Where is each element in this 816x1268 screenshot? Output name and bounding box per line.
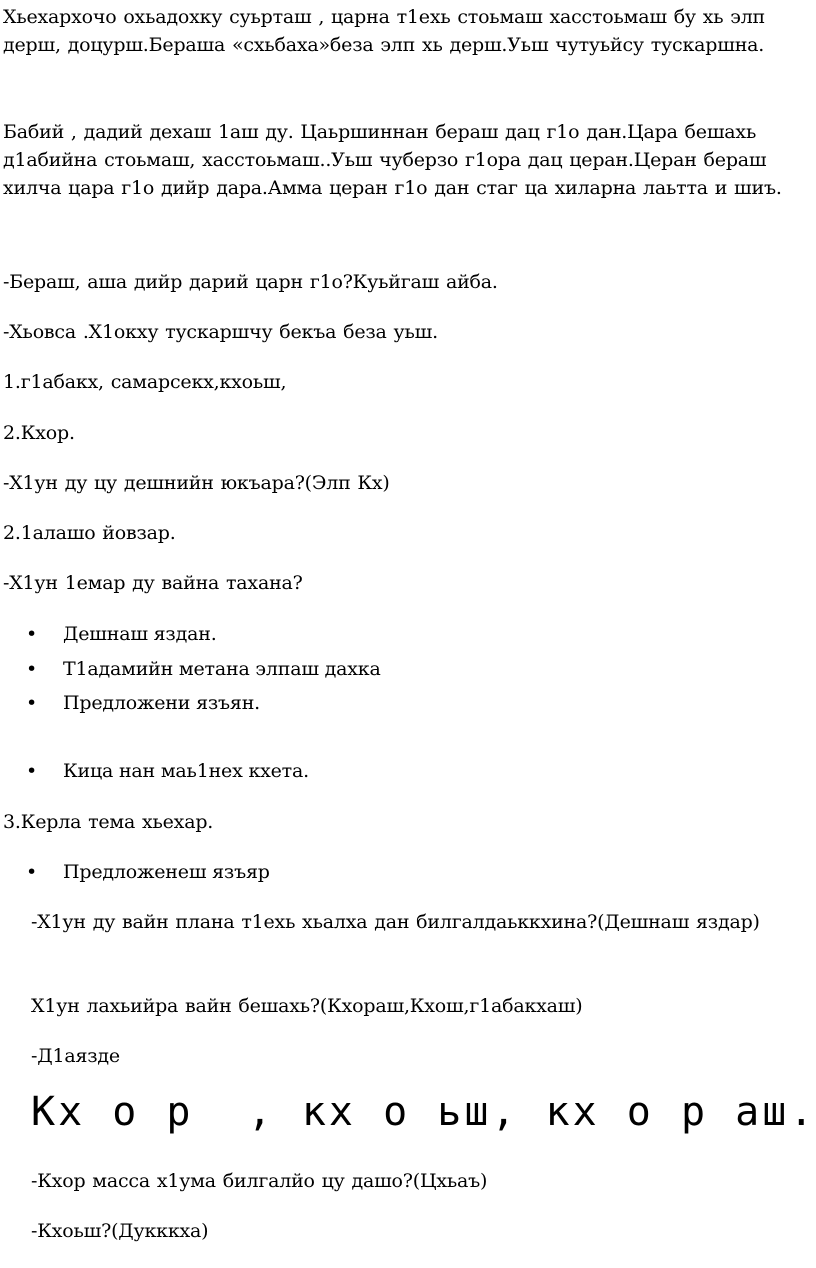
line-singular-question: -Кхор масса х1ума билгалйо цу дашо?(Цхьаъ) <box>31 1170 488 1192</box>
line-plural-question: -Кхоьш?(Дукккха) <box>31 1220 209 1242</box>
line-learn-question: -Х1ун 1емар ду вайна тахана? <box>3 572 303 594</box>
section-heading-new-topic: 3.Керла тема хьехар. <box>3 811 214 833</box>
line-question-help: -Бераш, аша дийр дарий царн г1о?Куьйгаш айба. <box>3 271 498 293</box>
line-step-2: 2.Кхор. <box>3 422 75 444</box>
paragraph-story: Бабий , дадий дехаш 1аш ду. Цаьршиннан бераш дац г1о дан.Цара бешахь д1абийна стоьмаш, хасстоьмаш..Уьш чуберзо г1ора дац церан.Церан бераш хилча цара г1о дийр дара.Амма церан г1о дан стаг ца хиларна лаьтта и шиъ. <box>3 121 782 199</box>
bullet-icon: • <box>26 861 38 883</box>
list-item-text: Кица нан маь1нех кхета. <box>63 760 309 782</box>
line-plan-question: -Х1ун ду вайн плана т1ехь хьалха дан билгалдаьккхина?(Дешнаш яздар) <box>31 911 760 933</box>
bullet-icon: • <box>26 658 38 680</box>
bullet-icon: • <box>26 692 38 714</box>
list-item-text: Дешнаш яздан. <box>63 623 217 645</box>
paragraph-intro: Хьехархочо охьадохку суьрташ , царна т1ехь стоьмаш хасстоьмаш бу хь элп дерш, доцурш.Бераша «схьбаха»беза элп хь дерш.Уьш чутуьйсу тускаршна. <box>3 6 766 56</box>
line-word-list: 1.г1абакх, самарсекх,кхоьш, <box>3 371 287 393</box>
bullet-icon: • <box>26 623 38 645</box>
list-item-text: Т1адамийн метана элпаш дахка <box>63 658 381 680</box>
line-common-question: -Х1ун ду цу дешнийн юкъара?(Элп Кх) <box>3 472 390 494</box>
bullet-icon: • <box>26 760 38 782</box>
line-write-instruction: -Д1аязде <box>31 1045 120 1067</box>
line-garden-question: Х1ун лахьийра вайн бешахь?(Кхораш,Кхош,г1абакхаш) <box>31 995 583 1017</box>
line-goal: 2.1алашо йовзар. <box>3 522 176 544</box>
line-look-boxes: -Хьовса .Х1окху тускаршчу бекъа беза уьш. <box>3 321 438 343</box>
large-syllable-line: Кх о р , кх о ьш, кх о р аш. <box>31 1089 816 1135</box>
list-item-text: Предложенеш язъяр <box>63 861 270 883</box>
list-item-text: Предложени язъян. <box>63 692 260 714</box>
